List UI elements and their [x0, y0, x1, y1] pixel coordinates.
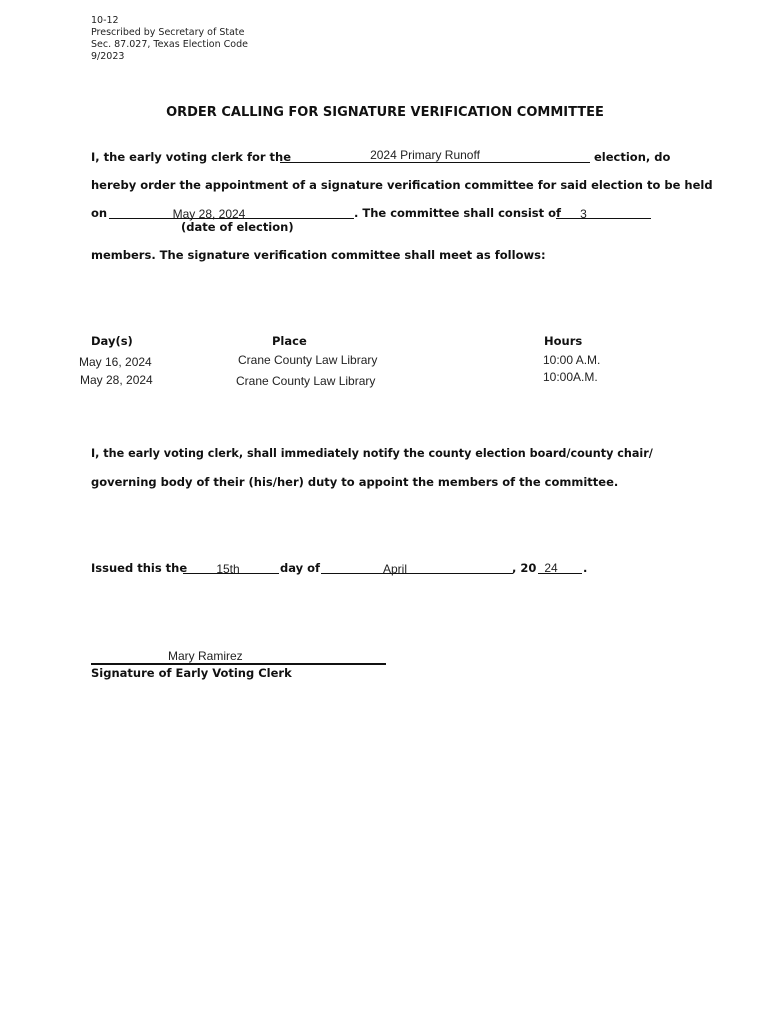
signature-line: [91, 663, 386, 665]
election-name-line: [280, 162, 590, 163]
para1-suffix: election, do: [594, 150, 671, 164]
header-days: Day(s): [91, 334, 133, 348]
row-place[interactable]: Crane County Law Library: [238, 353, 378, 367]
code-section: Sec. 87.027, Texas Election Code: [91, 39, 248, 50]
header-place: Place: [272, 334, 307, 348]
para2-text: hereby order the appointment of a signature verification committee for said election to be held: [91, 178, 713, 192]
row-day[interactable]: May 16, 2024: [79, 355, 152, 369]
member-count-field[interactable]: 3: [580, 207, 587, 221]
signature-caption: Signature of Early Voting Clerk: [91, 666, 292, 680]
form-number: 10-12: [91, 15, 119, 26]
row-day[interactable]: May 28, 2024: [80, 373, 153, 387]
para3-middle: . The committee shall consist of: [354, 206, 562, 220]
para3-prefix: on: [91, 206, 108, 220]
issued-month-field[interactable]: April: [382, 562, 407, 576]
notify-line1: I, the early voting clerk, shall immediately notify the county election board/county chair/: [91, 447, 653, 460]
election-name-field[interactable]: 2024 Primary Runoff: [370, 148, 480, 162]
issued-end: .: [583, 561, 588, 575]
row-hours[interactable]: 10:00 A.M.: [543, 353, 601, 367]
issued-year-field[interactable]: 24: [544, 561, 558, 575]
prescribed-by: Prescribed by Secretary of State: [91, 27, 245, 38]
para1-prefix: I, the early voting clerk for the: [91, 150, 292, 164]
issued-prefix: Issued this the: [91, 561, 188, 575]
signature-name[interactable]: Mary Ramirez: [168, 649, 243, 663]
date-caption: (date of election): [181, 220, 294, 234]
row-hours[interactable]: 10:00A.M.: [543, 370, 598, 384]
revision-date: 9/2023: [91, 51, 125, 62]
issued-year-prefix: , 20: [512, 561, 537, 575]
para4-text: members. The signature verification committee shall meet as follows:: [91, 248, 546, 262]
notify-line2: governing body of their (his/her) duty to appoint the members of the committee.: [91, 475, 619, 489]
issued-day-field[interactable]: 15th: [216, 562, 240, 576]
row-place[interactable]: Crane County Law Library: [236, 374, 376, 388]
page-title: ORDER CALLING FOR SIGNATURE VERIFICATION COMMITTEE: [166, 105, 604, 120]
issued-day-of: day of: [280, 561, 321, 575]
election-date-field[interactable]: May 28, 2024: [172, 207, 246, 221]
header-hours: Hours: [544, 334, 583, 348]
